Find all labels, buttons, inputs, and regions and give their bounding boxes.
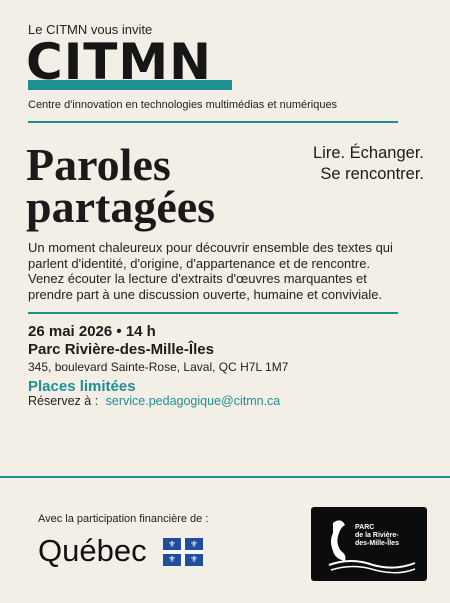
funding-label: Avec la participation financière de : — [38, 513, 209, 525]
divider — [28, 121, 398, 123]
tagline-line-1: Lire. Échanger. — [313, 144, 424, 162]
title-line-1: Paroles — [26, 139, 171, 190]
organization-subtitle: Centre d'innovation en technologies multimédias et numériques — [28, 99, 338, 111]
event-title — [26, 139, 216, 232]
tagline — [313, 143, 424, 185]
event-venue: Parc Rivière-des-Mille-Îles — [28, 341, 214, 358]
event-description: Un moment chaleureux pour découvrir ensemble des textes qui parlent d'identité, d'origine, d'appartenance et de rencontre. Venez écouter la lecture d'extraits d'œuvres marquantes et prendre part à une discussion ouverte, humaine et conviviale. — [28, 240, 393, 302]
title-line-2: partagées — [26, 181, 216, 232]
limited-places: Places limitées — [28, 378, 136, 395]
event-address: 345, boulevard Sainte-Rose, Laval, QC H7L 1M7 — [28, 360, 289, 374]
invite-text: Le CITMN vous invite — [28, 22, 153, 37]
divider — [0, 476, 450, 478]
citmn-logo: CITMN — [26, 33, 213, 91]
park-logo-text — [355, 524, 399, 548]
reservation-line — [28, 394, 280, 408]
divider — [28, 312, 398, 314]
park-logo-line-1: PARC — [355, 524, 375, 531]
park-logo-line-2: de la Rivière- — [355, 532, 399, 539]
quebec-flag-icon: ⚜ ⚜ ⚜ ⚜ — [163, 538, 203, 566]
park-logo-line-3: des-Mille-Îles — [355, 540, 399, 547]
reservation-email-link[interactable]: service.pedagogique@citmn.ca — [105, 394, 281, 408]
quebec-logo-text: Québec — [38, 533, 147, 568]
event-date: 26 mai 2026 • 14 h — [28, 323, 156, 340]
park-logo — [311, 507, 427, 581]
tagline-line-2: Se rencontrer. — [320, 165, 424, 183]
reserve-label: Réservez à : — [28, 394, 99, 408]
